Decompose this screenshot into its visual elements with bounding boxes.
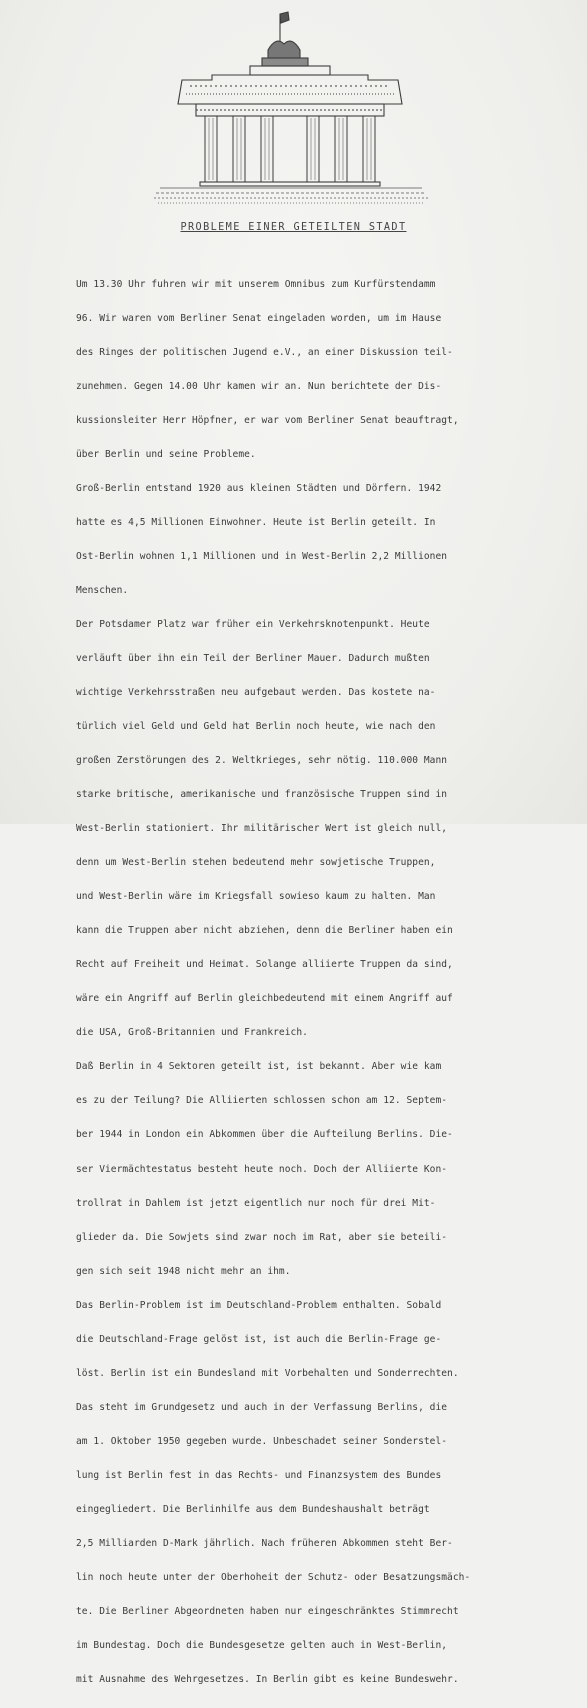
text-line: löst. Berlin ist ein Bundesland mit Vorbehalten und Sonderrechten.: [76, 1367, 459, 1379]
text-line: glieder da. Die Sowjets sind zwar noch im Rat, aber sie beteili-: [76, 1231, 448, 1243]
text-line: hatte es 4,5 Millionen Einwohner. Heute ist Berlin geteilt. In: [76, 516, 436, 528]
document-body: [76, 256, 568, 1708]
text-line: trollrat in Dahlem ist jetzt eigentlich nur noch für drei Mit-: [76, 1197, 436, 1209]
text-line: Daß Berlin in 4 Sektoren geteilt ist, ist bekannt. Aber wie kam: [76, 1061, 442, 1073]
text-line: mit Ausnahme des Wehrgesetzes. In Berlin gibt es keine Bundeswehr.: [76, 1673, 459, 1685]
text-line: zunehmen. Gegen 14.00 Uhr kamen wir an. Nun berichtete der Dis-: [76, 380, 442, 392]
text-line: te. Die Berliner Abgeordneten haben nur eingeschränktes Stimmrecht: [76, 1605, 459, 1617]
text-line: großen Zerstörungen des 2. Weltkrieges, sehr nötig. 110.000 Mann: [76, 755, 448, 767]
text-line: die Deutschland-Frage gelöst ist, ist auch die Berlin-Frage ge-: [76, 1333, 442, 1345]
text-line: Ost-Berlin wohnen 1,1 Millionen und in West-Berlin 2,2 Millionen: [76, 550, 448, 562]
text-line: Menschen.: [76, 584, 129, 596]
text-line: ser Viermächtestatus besteht heute noch. Doch der Alliierte Kon-: [76, 1163, 448, 1175]
text-line: lung ist Berlin fest in das Rechts- und Finanzsystem des Bundes: [76, 1469, 442, 1481]
text-line: es zu der Teilung? Die Alliierten schlossen schon am 12. Septem-: [76, 1095, 448, 1107]
text-line: türlich viel Geld und Geld hat Berlin noch heute, wie nach den: [76, 721, 436, 733]
text-line: eingegliedert. Die Berlinhilfe aus dem Bundeshaushalt beträgt: [76, 1503, 430, 1515]
text-line: ber 1944 in London ein Abkommen über die Aufteilung Berlins. Die-: [76, 1129, 453, 1141]
brandenburg-gate-illustration: [150, 6, 430, 211]
text-line: West-Berlin stationiert. Ihr militärischer Wert ist gleich null,: [76, 823, 448, 835]
text-line: verläuft über ihn ein Teil der Berliner Mauer. Dadurch mußten: [76, 653, 430, 665]
text-line: Um 13.30 Uhr fuhren wir mit unserem Omnibus zum Kurfürstendamm: [76, 278, 436, 290]
text-line: starke britische, amerikanische und französische Truppen sind in: [76, 789, 448, 801]
text-line: die USA, Groß-Britannien und Frankreich.: [76, 1027, 308, 1039]
text-line: über Berlin und seine Probleme.: [76, 448, 256, 460]
text-line: am 1. Oktober 1950 gegeben wurde. Unbeschadet seiner Sonderstel-: [76, 1435, 448, 1447]
text-line: lin noch heute unter der Oberhoheit der Schutz- oder Besatzungsmäch-: [76, 1571, 471, 1583]
text-line: Das steht im Grundgesetz und auch in der Verfassung Berlins, die: [76, 1401, 448, 1413]
text-line: denn um West-Berlin stehen bedeutend mehr sowjetische Truppen,: [76, 857, 436, 869]
text-line: kussionsleiter Herr Höpfner, er war vom Berliner Senat beauftragt,: [76, 414, 459, 426]
text-line: wäre ein Angriff auf Berlin gleichbedeutend mit einem Angriff auf: [76, 993, 453, 1005]
text-line: und West-Berlin wäre im Kriegsfall sowieso kaum zu halten. Man: [76, 891, 436, 903]
text-line: 96. Wir waren vom Berliner Senat eingeladen worden, um im Hause: [76, 312, 442, 324]
text-line: wichtige Verkehrsstraßen neu aufgebaut werden. Das kostete na-: [76, 687, 436, 699]
text-line: 2,5 Milliarden D-Mark jährlich. Nach früheren Abkommen steht Ber-: [76, 1537, 453, 1549]
text-line: Recht auf Freiheit und Heimat. Solange alliierte Truppen da sind,: [76, 959, 453, 971]
document-title: PROBLEME EINER GETEILTEN STADT: [180, 222, 407, 233]
text-line: Groß-Berlin entstand 1920 aus kleinen Städten und Dörfern. 1942: [76, 482, 442, 494]
text-line: im Bundestag. Doch die Bundesgesetze gelten auch in West-Berlin,: [76, 1639, 448, 1651]
text-line: Das Berlin-Problem ist im Deutschland-Problem enthalten. Sobald: [76, 1299, 442, 1311]
text-line: kann die Truppen aber nicht abziehen, denn die Berliner haben ein: [76, 925, 453, 937]
text-line: des Ringes der politischen Jugend e.V., an einer Diskussion teil-: [76, 346, 453, 358]
text-line: gen sich seit 1948 nicht mehr an ihm.: [76, 1265, 291, 1277]
text-line: Der Potsdamer Platz war früher ein Verkehrsknotenpunkt. Heute: [76, 619, 430, 630]
